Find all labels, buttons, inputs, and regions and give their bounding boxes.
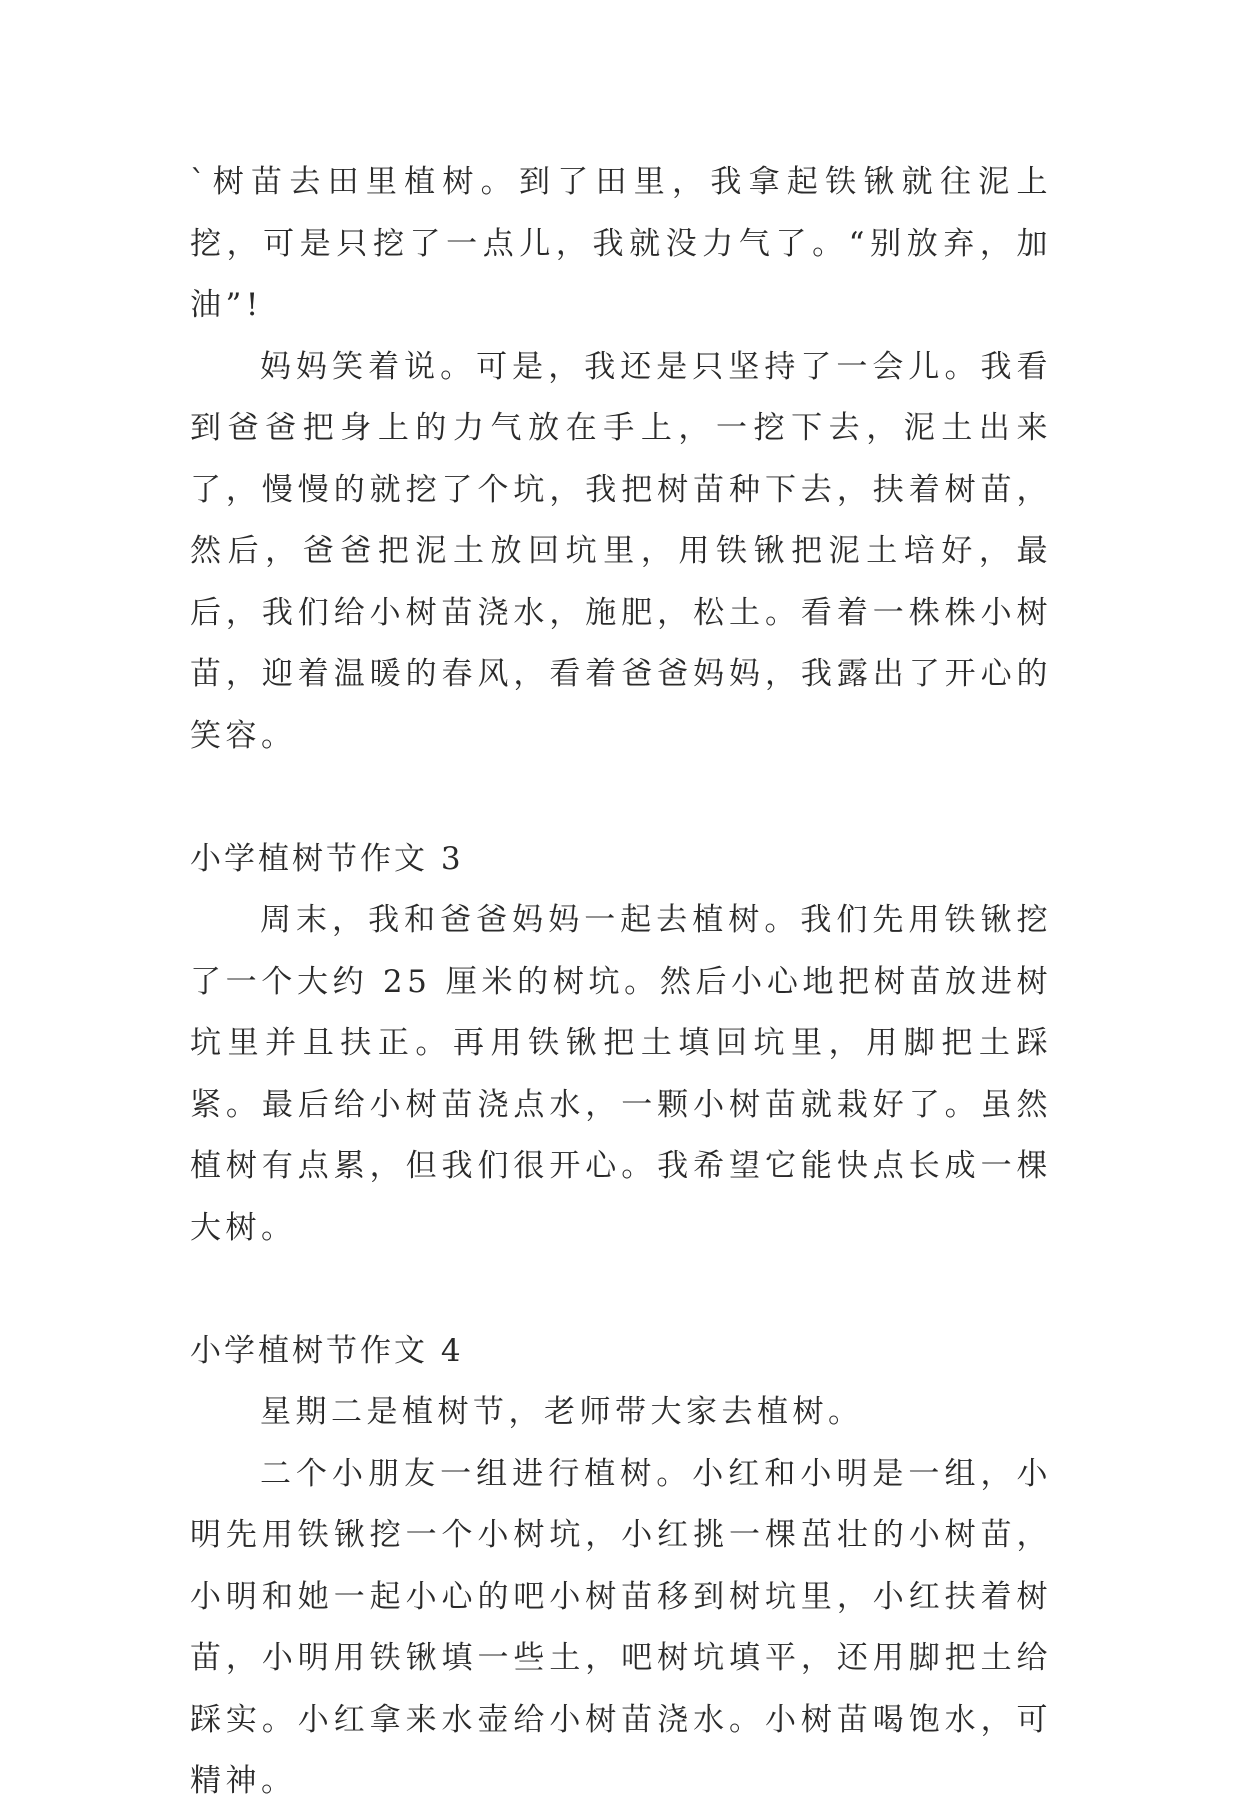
section-gap xyxy=(190,767,1052,829)
section-gap xyxy=(190,1259,1052,1321)
paragraph-1: `树苗去田里植树。到了田里，我拿起铁锹就往泥上挖，可是只挖了一点儿，我就没力气了。“别放弃，加油”! xyxy=(190,164,1052,323)
paragraph-4: 星期二是植树节，老师带大家去植树。 xyxy=(260,1394,864,1430)
document-body xyxy=(190,152,1052,1813)
section-heading-4: 小学植树节作文 4 xyxy=(190,1332,464,1369)
paragraph-3: 周末，我和爸爸妈妈一起去植树。我们先用铁锹挖了一个大约 25 厘米的树坑。然后小心地把树苗放进树坑里并且扶正。再用铁锹把土填回坑里，用脚把土踩紧。最后给小树苗浇点水，一颗小树苗就栽好了。虽然植树有点累，但我们很开心。我希望它能快点长成一棵大树。 xyxy=(190,902,1052,1246)
paragraph-5: 二个小朋友一组进行植树。小红和小明是一组，小明先用铁锹挖一个小树坑，小红挑一棵茁壮的小树苗，小明和她一起小心的吧小树苗移到树坑里，小红扶着树苗，小明用铁锹填一些土，吧树坑填平，还用脚把土给踩实。小红拿来水壶给小树苗浇水。小树苗喝饱水，可精神。 xyxy=(190,1455,1052,1799)
paragraph-2: 妈妈笑着说。可是，我还是只坚持了一会儿。我看到爸爸把身上的力气放在手上，一挖下去，泥土出来了，慢慢的就挖了个坑，我把树苗种下去，扶着树苗，然后，爸爸把泥土放回坑里，用铁锹把泥土培好，最后，我们给小树苗浇水，施肥，松土。看着一株株小树苗，迎着温暖的春风，看着爸爸妈妈，我露出了开心的笑容。 xyxy=(190,348,1052,754)
section-heading-3: 小学植树节作文 3 xyxy=(190,840,464,877)
